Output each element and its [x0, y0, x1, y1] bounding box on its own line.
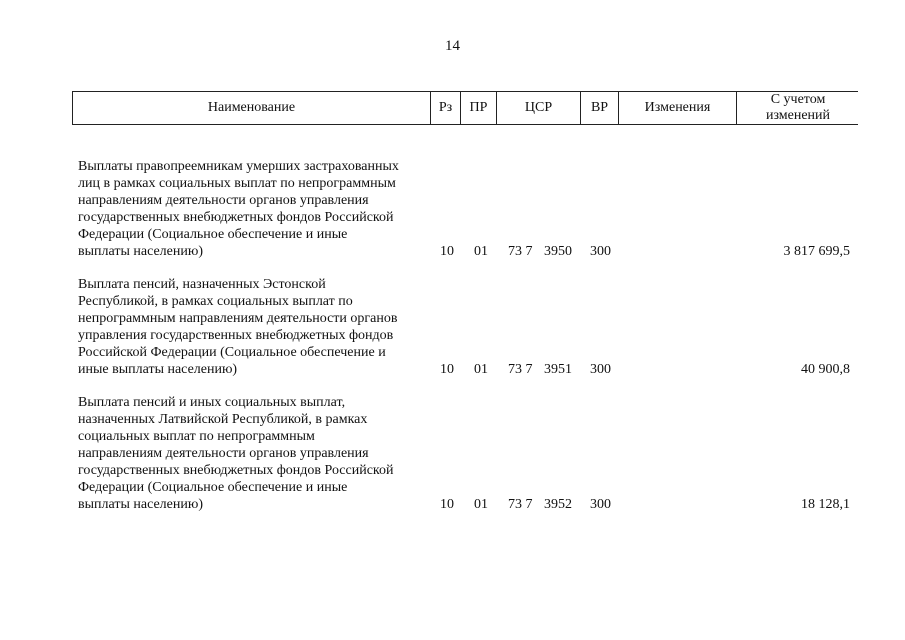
table-row — [78, 394, 858, 513]
row-amount: 40 900,8 — [801, 362, 850, 377]
header-changes: Изменения — [619, 92, 737, 124]
table-row — [78, 276, 858, 378]
row-name: Выплата пенсий и иных социальных выплат, назначенных Латвийской Республикой, в рамках социальных выплат по непрограммным направлениям деятельности органов управления государственных внебюджетных фондов Российской Федерации (Социальное обеспечение и иные выплаты населению) — [78, 395, 394, 512]
row-amount: 3 817 699,5 — [783, 244, 850, 259]
row-vr: 300 — [590, 362, 611, 377]
row-csr-code: 3952 — [544, 497, 572, 512]
row-pr: 01 — [474, 362, 488, 377]
row-rz: 10 — [440, 497, 454, 512]
header-with-changes: С учетом изменений — [765, 92, 831, 123]
row-pr: 01 — [474, 244, 488, 259]
row-amount: 18 128,1 — [801, 497, 850, 512]
page-number: 14 — [445, 38, 460, 54]
row-rz: 10 — [440, 244, 454, 259]
header-name: Наименование — [73, 92, 431, 124]
row-rz: 10 — [440, 362, 454, 377]
row-name: Выплата пенсий, назначенных Эстонской Республикой, в рамках социальных выплат по непрограммным направлениям деятельности органов управления государственных внебюджетных фондов Российской Федерации (Социальное обеспечение и иные выплаты населению) — [78, 277, 398, 377]
row-csr-code: 3950 — [544, 244, 572, 259]
row-name: Выплаты правопреемникам умерших застрахованных лиц в рамках социальных выплат по непрограммным направлениям деятельности органов управления государственных внебюджетных фондов Российской Федерации (Социальное обеспечение и иные выплаты населению) — [78, 159, 399, 259]
header-rz: Рз — [431, 92, 461, 124]
table-row — [78, 158, 858, 260]
row-csr-code: 3951 — [544, 362, 572, 377]
header-csr: ЦСР — [497, 92, 581, 124]
row-csr-prefix: 73 7 — [508, 362, 533, 377]
row-csr-prefix: 73 7 — [508, 497, 533, 512]
row-csr-prefix: 73 7 — [508, 244, 533, 259]
row-vr: 300 — [590, 244, 611, 259]
row-vr: 300 — [590, 497, 611, 512]
row-pr: 01 — [474, 497, 488, 512]
header-vr: ВР — [581, 92, 619, 124]
header-pr: ПР — [461, 92, 497, 124]
table-header — [72, 91, 858, 125]
